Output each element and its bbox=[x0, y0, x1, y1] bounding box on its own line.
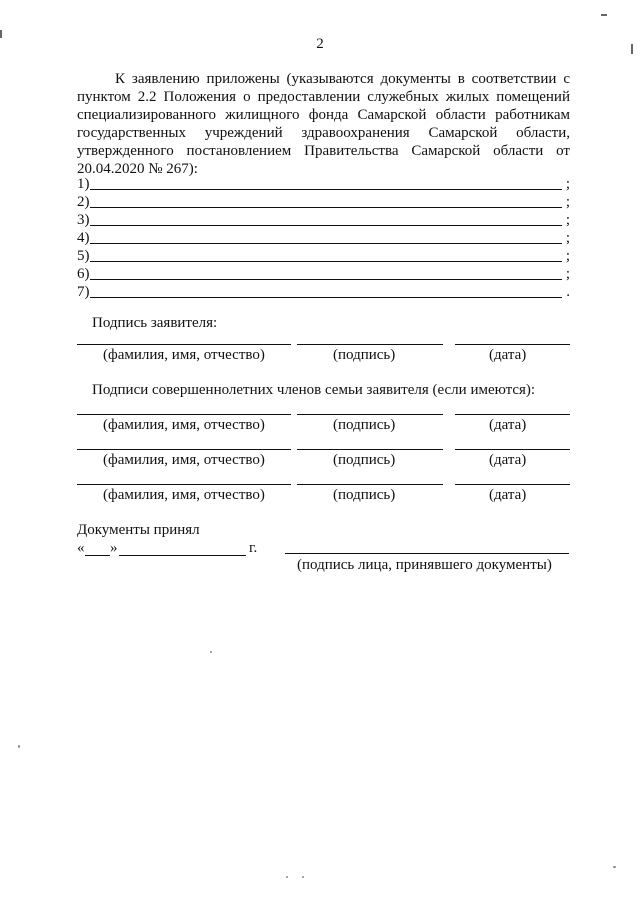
scan-mark bbox=[601, 14, 607, 16]
attachment-line-5[interactable] bbox=[77, 247, 570, 265]
fill-line bbox=[90, 189, 562, 190]
line-end-punct: ; bbox=[565, 176, 570, 192]
family-date-field[interactable] bbox=[455, 484, 570, 485]
month-year-field[interactable] bbox=[119, 555, 246, 556]
family-name-field[interactable] bbox=[77, 414, 291, 415]
name-caption: (фамилия, имя, отчество) bbox=[103, 487, 265, 503]
line-end-punct: ; bbox=[565, 248, 570, 264]
attachment-number: 4) bbox=[77, 230, 90, 246]
line-end-punct: ; bbox=[565, 266, 570, 282]
fill-line bbox=[90, 225, 562, 226]
documents-accepted-label: Документы принял bbox=[77, 522, 200, 538]
applicant-date-field[interactable] bbox=[455, 344, 570, 345]
scan-speck bbox=[302, 876, 304, 878]
attachment-number: 3) bbox=[77, 212, 90, 228]
family-signature-field[interactable] bbox=[297, 449, 443, 450]
attachment-number: 6) bbox=[77, 266, 90, 282]
receiver-signature-caption: (подпись лица, принявшего документы) bbox=[297, 557, 552, 573]
family-signature-field[interactable] bbox=[297, 484, 443, 485]
receiver-signature-field[interactable] bbox=[285, 553, 569, 554]
attachment-line-7[interactable] bbox=[77, 283, 570, 301]
family-date-field[interactable] bbox=[455, 414, 570, 415]
date-caption: (дата) bbox=[489, 487, 527, 503]
scan-speck bbox=[210, 651, 212, 653]
name-caption: (фамилия, имя, отчество) bbox=[103, 417, 265, 433]
scan-mark bbox=[631, 44, 633, 54]
attachment-number: 2) bbox=[77, 194, 90, 210]
attachment-number: 1) bbox=[77, 176, 90, 192]
attachment-line-2[interactable] bbox=[77, 193, 570, 211]
family-name-field[interactable] bbox=[77, 484, 291, 485]
applicant-signature-field[interactable] bbox=[297, 344, 443, 345]
attachments-intro bbox=[77, 70, 570, 179]
line-end-punct: . bbox=[566, 284, 570, 300]
line-end-punct: ; bbox=[565, 212, 570, 228]
fill-line bbox=[90, 279, 562, 280]
signature-caption: (подпись) bbox=[333, 487, 396, 503]
family-date-field[interactable] bbox=[455, 449, 570, 450]
date-caption: (дата) bbox=[489, 417, 527, 433]
quote-open: « bbox=[77, 540, 85, 556]
attachment-line-3[interactable] bbox=[77, 211, 570, 229]
year-suffix: г. bbox=[249, 540, 258, 556]
signature-caption: (подпись) bbox=[333, 452, 396, 468]
name-caption: (фамилия, имя, отчество) bbox=[103, 347, 265, 363]
attachment-number: 7) bbox=[77, 284, 90, 300]
applicant-name-field[interactable] bbox=[77, 344, 291, 345]
family-signatures-label: Подписи совершеннолетних членов семьи заявителя (если имеются): bbox=[92, 382, 536, 398]
attachments-intro-text: К заявлению приложены (указываются документы в соответствии с пунктом 2.2 Положения о предоставлении служебных жилых помещений специализированного жилищного фонда Самарской области работникам государственных учреждений здравоохранения Самарской области, утвержденного постановлением Правительства Самарской области от 20.04.2020 № 267): bbox=[77, 71, 570, 178]
scan-speck bbox=[286, 876, 288, 878]
scan-speck bbox=[18, 745, 20, 748]
scan-mark bbox=[0, 30, 2, 38]
name-caption: (фамилия, имя, отчество) bbox=[103, 452, 265, 468]
attachment-number: 5) bbox=[77, 248, 90, 264]
attachment-line-4[interactable] bbox=[77, 229, 570, 247]
attachment-line-1[interactable] bbox=[77, 175, 570, 193]
applicant-signature-label: Подпись заявителя: bbox=[92, 315, 218, 331]
fill-line bbox=[90, 261, 562, 262]
quote-close: » bbox=[110, 540, 118, 556]
attachment-line-6[interactable] bbox=[77, 265, 570, 283]
fill-line bbox=[90, 207, 562, 208]
signature-caption: (подпись) bbox=[333, 417, 396, 433]
day-field[interactable] bbox=[85, 555, 110, 556]
date-caption: (дата) bbox=[489, 347, 527, 363]
signature-caption: (подпись) bbox=[333, 347, 396, 363]
line-end-punct: ; bbox=[565, 230, 570, 246]
fill-line bbox=[90, 243, 562, 244]
family-name-field[interactable] bbox=[77, 449, 291, 450]
fill-line bbox=[90, 297, 562, 298]
date-caption: (дата) bbox=[489, 452, 527, 468]
family-signature-field[interactable] bbox=[297, 414, 443, 415]
page-number: 2 bbox=[316, 36, 324, 52]
scan-speck bbox=[613, 866, 616, 868]
line-end-punct: ; bbox=[565, 194, 570, 210]
